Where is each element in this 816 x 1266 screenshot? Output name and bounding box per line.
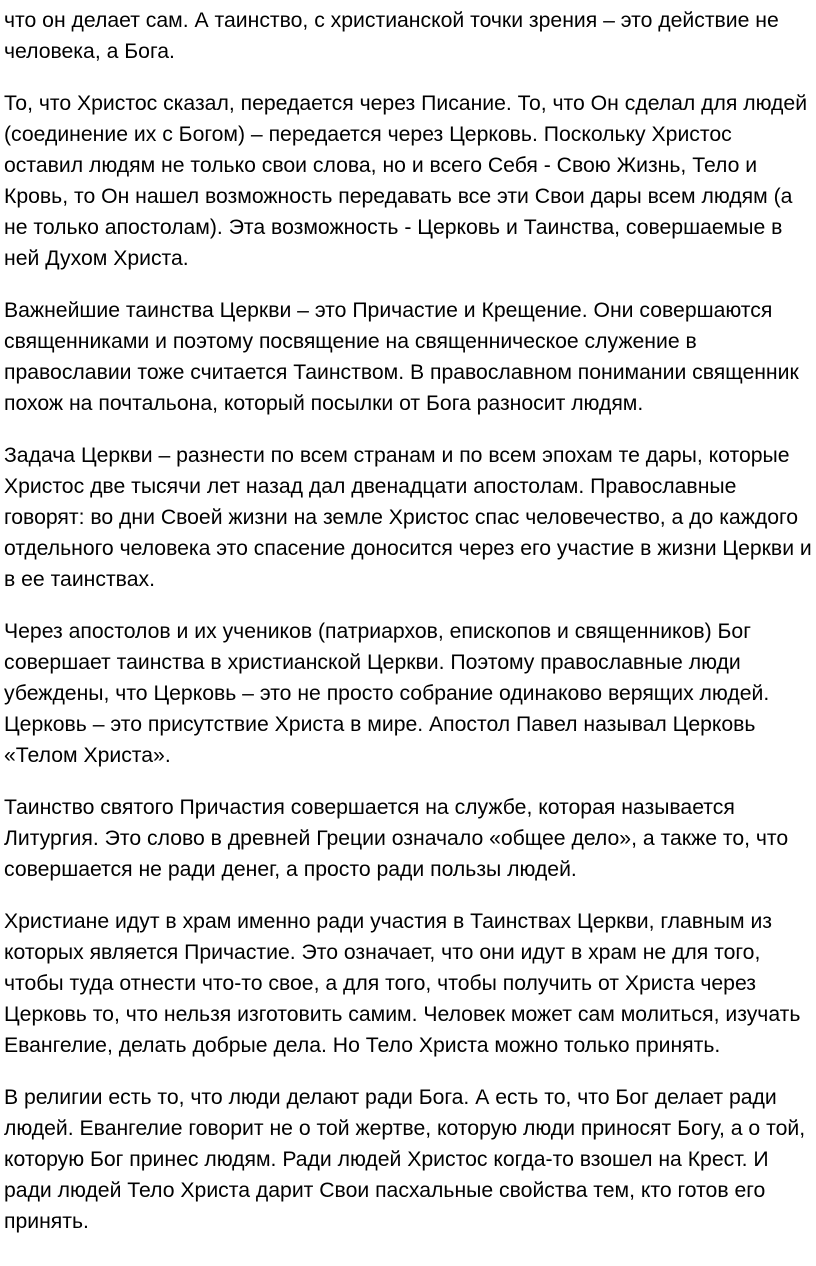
paragraph-3: Важнейшие таинства Церкви – это Причастие и Крещение. Они совершаются священниками и поэтому посвящение на священническое служение в православии тоже считается Таинством. В православном понимании священник похож на почтальона, который посылки от Бога разносит людям. — [4, 299, 799, 415]
paragraph-6: Таинство святого Причастия совершается на службе, которая называется Литургия. Это слово в древней Греции означало «общее дело», а также то, что совершается не ради денег, а просто ради пользы людей. — [4, 796, 789, 881]
paragraph-2: То, что Христос сказал, передается через Писание. То, что Он сделал для людей (соединение их с Богом) – передается через Церковь. Поскольку Христос оставил людям не только свои слова, но и всего Себя - Свою Жизнь, Тело и Кровь, то Он нашел возможность передавать все эти Свои дары всем людям (а не только апостолам). Эта возможность - Церковь и Таинства, совершаемые в ней Духом Христа. — [4, 92, 808, 270]
paragraph-1: что он делает сам. А таинство, с христианской точки зрения – это действие не человека, а Бога. — [4, 9, 779, 63]
paragraph-4: Задача Церкви – разнести по всем странам и по всем эпохам те дары, которые Христос две тысячи лет назад дал двенадцати апостолам. Православные говорят: во дни Своей жизни на земле Христос спас человечество, а до каждого отдельного человека это спасение доносится через его участие в жизни Церкви и в ее таинствах. — [4, 444, 812, 591]
paragraph-8: В религии есть то, что люди делают ради Бога. А есть то, что Бог делает ради людей. Евангелие говорит не о той жертве, которую люди приносят Богу, а о той, которую Бог принес людям. Ради людей Христос когда-то взошел на Крест. И ради людей Тело Христа дарит Свои пасхальные свойства тем, кто готов его принять. — [4, 1086, 806, 1233]
document-page — [0, 5, 816, 1266]
paragraph-7: Христиане идут в храм именно ради участия в Таинствах Церкви, главным из которых является Причастие. Это означает, что они идут в храм не для того, чтобы туда отнести что-то свое, а для того, чтобы получить от Христа через Церковь то, что нельзя изготовить самим. Человек может сам молиться, изучать Евангелие, делать добрые дела. Но Тело Христа можно только принять. — [4, 910, 801, 1057]
paragraph-5: Через апостолов и их учеников (патриархов, епископов и священников) Бог совершает таинства в христианской Церкви. Поэтому православные люди убеждены, что Церковь – это не просто собрание одинаково верящих людей. Церковь – это присутствие Христа в мире. Апостол Павел называл Церковь «Телом Христа». — [4, 620, 770, 767]
